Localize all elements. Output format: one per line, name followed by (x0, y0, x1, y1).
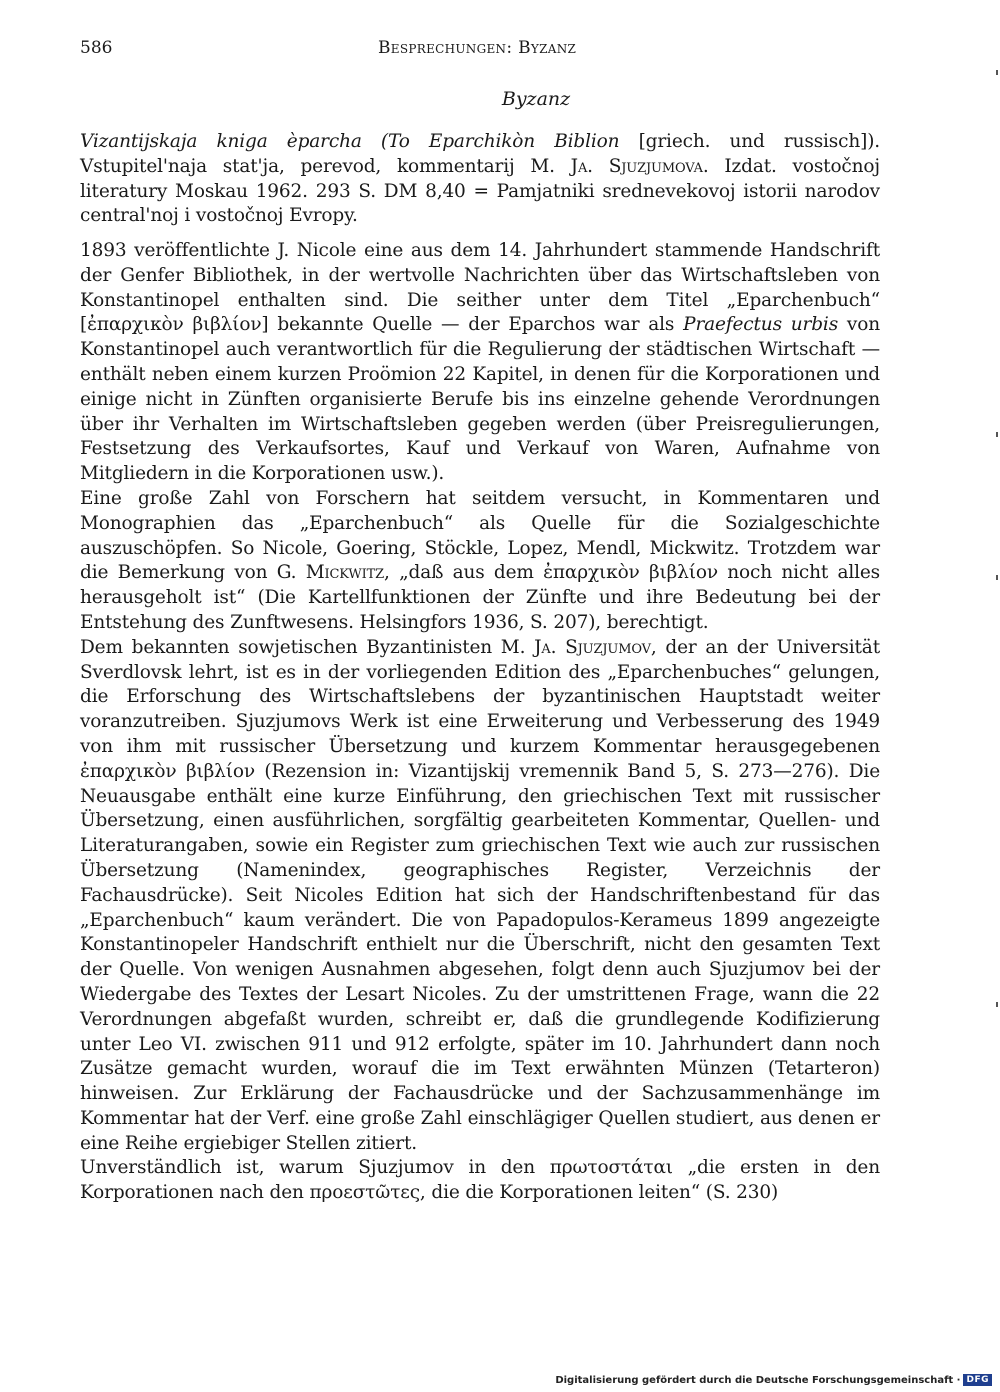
scan-edge-mark (996, 575, 998, 580)
digitization-credit (555, 1374, 992, 1386)
paragraph-3-text-cont: , der an der Universität Sverdlovsk lehrt, ist es in der vorliegenden Edition des „Eparchenbuches“ gelungen, die Erforschung des Wirtschaftslebens der byzantinischen Hauptstadt weiter voranzutreiben. Sjuzjumovs Werk ist eine Erweiterung und Verbesserung des 1949 von ihm mit russischer Übersetzung und kurzem Kommentar herausgegebenen ἐπαρχικὸν βιβλίον (Rezension in: Vizantijskij vremennik Band 5, S. 273—276). Die Neuausgabe enthält eine kurze Einführung, den griechischen Text mit russischer Übersetzung, einen ausführlichen, sorgfältig gearbeiteten Kommentar, Quellen- und Literaturangaben, sowie ein Register zum griechischen Text wie auch zur russischen Übersetzung (Namenindex, geographisches Register, Verzeichnis der Fachausdrücke). Seit Nicoles Edition hat sich der Handschriftenbestand für das „Eparchenbuch“ kaum verändert. Die von Papadopulos-Kerameus 1899 angezeigte Konstantinopeler Handschrift enthielt nur die Überschrift, nicht den gesamten Text der Quelle. Von wenigen Ausnahmen abgesehen, folgt denn auch Sjuzjumov bei der Wiedergabe des Textes der Lesart Nicoles. Zu der umstrittenen Frage, wann die 22 Verordnungen abgefaßt wurden, schreibt er, daß die grundlegende Kodifizierung unter Leo VI. zwischen 911 und 912 erfolgte, später im 10. Jahrhundert dann noch Zusätze gemacht wurden, worauf die im Text erwähnten Münzen (Tetarteron) hinweisen. Zur Erklärung der Fachausdrücke und der Sachzusammenhänge im Kommentar hat der Verf. eine große Zahl einschlägiger Quellen studiert, aus denen er eine Reihe ergiebiger Stellen zitiert. (80, 636, 880, 1154)
paragraph-1 (80, 239, 880, 487)
paragraph-2-text: Eine große Zahl von Forschern hat seitdem versucht, in Kommentaren und Monographien das „Eparchenbuch“ als Quelle für die Sozialgeschichte auszuschöpfen. So Nicole, Goering, Stöckle, Lopez, Mendl, Mickwitz. Trotzdem war die Bemerkung von G. (80, 487, 880, 584)
section-title (0, 88, 1000, 110)
paragraph-1-text-cont: von Konstantinopel auch verantwortlich für die Regulierung der städtischen Wirtschaft — enthält neben einem kurzen Proömion 22 Kapitel, in denen für die Korporationen und einige nicht in Zünften organisierte Berufe bis ins einzelne gehende Verordnungen über ihr Verhalten im Wirtschaftsleben gegeben werden (über Preisregulierungen, Festsetzung des Verkaufsortes, Kauf und Verkauf von Waren, Aufnahme von Mitgliedern in die Korporationen usw.). (80, 314, 880, 485)
paragraph-3 (80, 636, 880, 1157)
paragraph-1-text: 1893 veröffentlichte J. Nicole eine aus dem 14. Jahrhundert stammende Handschrift der Genfer Bibliothek, in der wertvolle Nachrichten über das Wirtschaftsleben von Konstantinopel enthalten sind. Die seither unter dem Titel „Eparchenbuch“ [ἐπαρχικὸν βιβλίον] bekannte Quelle — der Eparchos war als (80, 240, 880, 336)
author-mickwitz: Mickwitz (305, 562, 385, 584)
citation-paragraph (80, 130, 880, 229)
scan-edge-mark (996, 432, 998, 437)
review-body (80, 239, 880, 1206)
paragraph-3-text: Dem bekannten sowjetischen Byzantinisten M. (80, 636, 535, 658)
credit-text: Digitalisierung gefördert durch die Deutsche Forschungsgemeinschaft · (555, 1374, 961, 1386)
scan-edge-mark (996, 70, 998, 75)
paragraph-2 (80, 487, 880, 636)
citation-editor: Ja. Sjuzjumova (570, 155, 703, 177)
praefectus-urbis: Praefectus urbis (683, 314, 839, 336)
paragraph-4: Unverständlich ist, warum Sjuzjumov in den πρωτοστάται „die ersten in den Korporationen nach den προεστῶτες, die die Korporationen leiten“ (S. 230) (80, 1157, 880, 1204)
page-number: 586 (80, 38, 113, 58)
citation-text: [griech. und russisch]). Vstupitel'naja stat'ja, perevod, kommentarij M. (80, 131, 880, 177)
bibliographic-citation (80, 130, 880, 229)
section-title-text: Byzanz (501, 88, 571, 110)
paragraph-2-text-cont: , „daß aus dem ἐπαρχικὸν βιβλίον noch nicht alles herausgeholt ist“ (Die Kartellfunktionen der Zünfte und ihre Bedeutung bei der Entstehung des Zunftwesens. Helsingfors 1936, S. 207), berechtigt. (80, 562, 880, 633)
scan-edge-mark (996, 1002, 998, 1007)
author-sjuzjumov: Ja. Sjuzjumov (534, 636, 651, 658)
citation-tail: . Izdat. vostočnoj literatury Moskau 1962. 293 S. DM 8,40 = Pamjatniki srednevekovoj istorii narodov central'noj i vostočnoj Evropy. (80, 155, 880, 227)
book-title: Vizantijskaja kniga èparcha (To Eparchikòn Biblion (80, 131, 620, 152)
running-head: Besprechungen: Byzanz (378, 38, 577, 58)
dfg-logo: DFG (963, 1374, 992, 1386)
